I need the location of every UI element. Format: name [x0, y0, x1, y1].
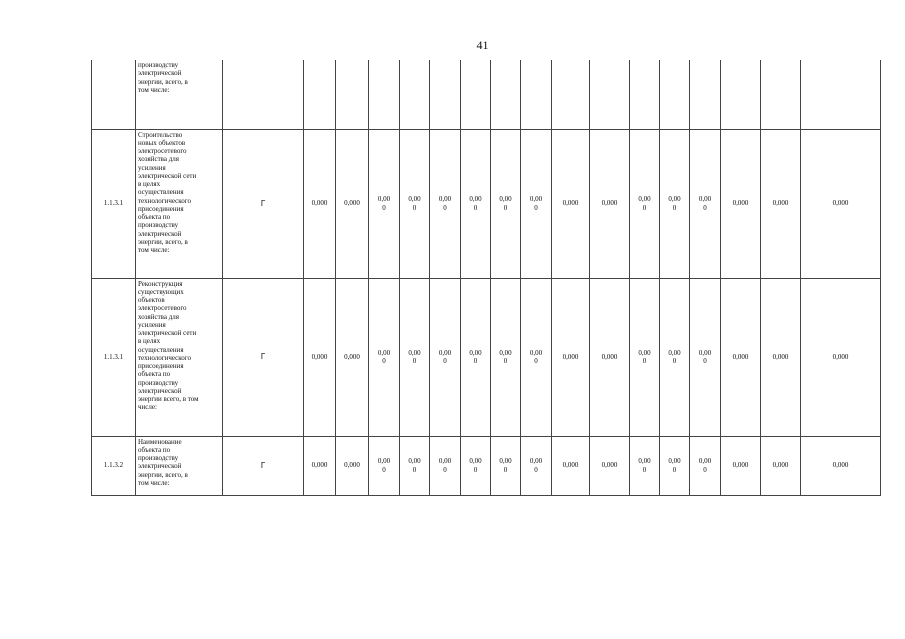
value-cell: 0,000	[590, 129, 630, 278]
value-cell: 0,00 0	[400, 436, 430, 495]
value-cell: 0,00 0	[491, 278, 521, 436]
value-cell: 0,000	[552, 278, 590, 436]
value-cell: 0,000	[801, 436, 881, 495]
value-cell: 0,00 0	[491, 436, 521, 495]
row-description: Реконструкция существующих объектов электросетевого хозяйства для усиления электрической сети в целях осуществления технологического присоединения объекта по производству электрической энергии всего, в том числе:	[136, 278, 223, 436]
page-number: 41	[476, 38, 489, 52]
value-cell: 0,00 0	[369, 278, 400, 436]
row-description: Строительство новых объектов электросетевого хозяйства для усиления электрической сети в целях осуществления технологического присоединения объекта по производству электрической энергии, всего, в том числе:	[136, 129, 223, 278]
value-cell: 0,00 0	[690, 436, 721, 495]
row-description: Наименование объекта по производству электрической энергии, всего, в том числе:	[136, 436, 223, 495]
value-cell: 0,00 0	[430, 436, 461, 495]
value-cell: 0,00 0	[400, 129, 430, 278]
row-description: производству электрической энергии, всего, в том числе:	[136, 60, 223, 129]
value-cell: 0,00 0	[430, 129, 461, 278]
value-cell: 0,000	[304, 278, 336, 436]
value-cell: 0,000	[590, 278, 630, 436]
row-type	[223, 60, 304, 129]
value-cell: 0,000	[801, 129, 881, 278]
table-row	[92, 60, 881, 129]
value-cell: 0,000	[304, 436, 336, 495]
value-cell	[761, 60, 801, 129]
row-code	[92, 60, 136, 129]
value-cell: 0,000	[552, 129, 590, 278]
value-cell	[369, 60, 400, 129]
value-cell	[801, 60, 881, 129]
value-cell: 0,00 0	[690, 129, 721, 278]
value-cell: 0,00 0	[521, 436, 552, 495]
value-cell: 0,000	[721, 129, 761, 278]
value-cell: 0,000	[761, 129, 801, 278]
value-cell	[552, 60, 590, 129]
value-cell	[690, 60, 721, 129]
value-cell	[660, 60, 690, 129]
value-cell	[304, 60, 336, 129]
row-code: 1.1.3.1	[92, 278, 136, 436]
value-cell: 0,000	[336, 278, 369, 436]
value-cell: 0,00 0	[491, 129, 521, 278]
value-cell: 0,00 0	[461, 129, 491, 278]
value-cell	[721, 60, 761, 129]
value-cell: 0,00 0	[400, 278, 430, 436]
value-cell: 0,00 0	[521, 278, 552, 436]
value-cell: 0,00 0	[461, 436, 491, 495]
value-cell: 0,00 0	[461, 278, 491, 436]
row-code: 1.1.3.1	[92, 129, 136, 278]
value-cell: 0,00 0	[660, 129, 690, 278]
table-row	[92, 436, 881, 495]
value-cell: 0,00 0	[660, 436, 690, 495]
value-cell	[400, 60, 430, 129]
value-cell: 0,00 0	[630, 129, 660, 278]
value-cell: 0,000	[721, 278, 761, 436]
table-row	[92, 278, 881, 436]
value-cell: 0,000	[336, 129, 369, 278]
value-cell: 0,000	[761, 278, 801, 436]
value-cell: 0,00 0	[521, 129, 552, 278]
value-cell	[430, 60, 461, 129]
row-type: Г	[223, 278, 304, 436]
value-cell	[336, 60, 369, 129]
value-cell	[491, 60, 521, 129]
value-cell	[521, 60, 552, 129]
value-cell	[630, 60, 660, 129]
value-cell: 0,000	[761, 436, 801, 495]
data-table	[91, 60, 881, 496]
table-row	[92, 129, 881, 278]
value-cell: 0,000	[801, 278, 881, 436]
value-cell: 0,00 0	[630, 278, 660, 436]
value-cell: 0,00 0	[369, 129, 400, 278]
value-cell: 0,000	[304, 129, 336, 278]
row-type: Г	[223, 436, 304, 495]
value-cell: 0,00 0	[690, 278, 721, 436]
value-cell: 0,00 0	[430, 278, 461, 436]
row-type: Г	[223, 129, 304, 278]
row-code: 1.1.3.2	[92, 436, 136, 495]
value-cell: 0,000	[721, 436, 761, 495]
value-cell: 0,00 0	[660, 278, 690, 436]
value-cell: 0,00 0	[630, 436, 660, 495]
value-cell	[590, 60, 630, 129]
value-cell: 0,000	[552, 436, 590, 495]
value-cell	[461, 60, 491, 129]
value-cell: 0,00 0	[369, 436, 400, 495]
value-cell: 0,000	[336, 436, 369, 495]
value-cell: 0,000	[590, 436, 630, 495]
